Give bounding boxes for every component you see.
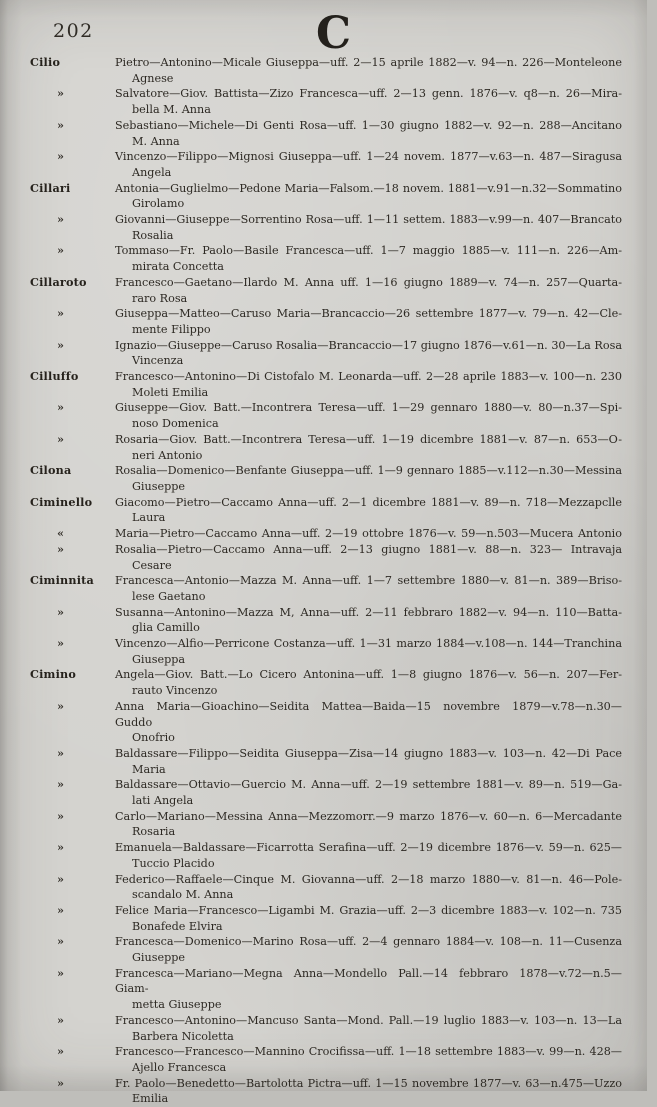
entry-line-2: Agnese [132,71,174,85]
entry-line-1: Sebastiano—Michele—Di Genti Rosa—uff. 1—30 giugno 1882—v. 92—n. 288—Ancitano [115,118,622,132]
entry-line-2: Tuccio Placido [132,856,215,870]
entry-row [0,495,647,526]
entry-line-1: Francesca—Domenico—Marino Rosa—uff. 2—4 gennaro 1884—v. 108—n. 11—Cusenza [115,935,622,949]
entry-text [115,746,622,777]
entry-text [115,636,622,667]
ditto-mark: » [57,1012,64,1027]
entry-row [0,636,647,667]
ditto-mark: » [57,604,64,619]
entry-line-1: Francesco—Antonino—Di Cistofalo M. Leonarda—uff. 2—28 aprile 1883—v. 100—n. 230 [115,370,622,384]
entry-line-2: M. Anna [132,134,180,148]
entry-text [115,699,622,746]
entry-text [115,243,622,274]
entry-row [0,605,647,636]
entry-line-2: rauto Vincenzo [132,684,218,698]
entry-line-2: mirata Concetta [132,260,224,274]
entry-row [0,966,647,1013]
entry-line-1: Francesco—Antonino—Mancuso Santa—Mond. Pall.—19 luglio 1883—v. 103—n. 13—La [115,1013,622,1027]
entry-line-1: Salvatore—Giov. Battista—Zizo Francesca—uff. 2—13 genn. 1876—v. q8—n. 26—Mira- [115,87,622,101]
entry-row [0,1013,647,1044]
entry-row [0,746,647,777]
ditto-mark: » [57,636,64,651]
ditto-mark: » [57,808,64,823]
entry-line-1: Giuseppa—Matteo—Caruso Maria—Brancaccio—26 settembre 1877—v. 79—n. 42—Cle- [115,307,622,321]
entry-line-1: Giacomo—Pietro—Caccamo Anna—uff. 2—1 dicembre 1881—v. 89—n. 718—Mezzapclle [115,495,622,509]
entry-row [0,118,647,149]
entry-row [0,573,647,604]
entry-line-2: scandalo M. Anna [132,888,234,902]
entry-text [115,1044,622,1075]
ditto-mark: » [57,965,64,980]
entry-line-1: Francesca—Antonio—Mazza M. Anna—uff. 1—7 settembre 1880—v. 81—n. 389—Briso- [115,574,622,588]
surname-label: Cilio [30,55,61,69]
entry-line-1: Francesco—Francesco—Mannino Crocifissa—uff. 1—18 settembre 1883—v. 99—n. 428— [115,1045,622,1059]
entry-text [115,181,622,212]
ditto-mark: » [57,1044,64,1059]
entry-line-1: Angela—Giov. Batt.—Lo Cicero Antonina—uff. 1—8 giugno 1876—v. 56—n. 207—Fer- [115,668,622,682]
entry-text [115,118,622,149]
entry-line-2: Maria [132,762,166,776]
entry-line-1: Fr. Paolo—Benedetto—Bartolotta Pictra—uff. 1—15 novembre 1877—v. 63—n.475—Uzzo [115,1076,622,1090]
entry-text [115,149,622,180]
entry-line-1: Carlo—Mariano—Messina Anna—Mezzomorr.—9 marzo 1876—v. 60—n. 6—Mercadante [115,809,622,823]
entry-row [0,400,647,431]
entry-text [115,55,622,86]
entry-text [115,934,622,965]
entry-row [0,212,647,243]
entry-line-1: Francesco—Gaetano—Ilardo M. Anna uff. 1—16 giugno 1889—v. 74—n. 257—Quarta- [115,275,622,289]
entry-line-1: Anna Maria—Gioachino—Seidita Mattea—Baida—15 novembre 1879—v.78—n.30—Guddo [115,699,622,729]
ditto-mark: » [57,86,64,101]
entry-line-2: Giuseppa [132,652,186,666]
ditto-mark: « [57,526,64,541]
ditto-mark: » [57,337,64,352]
ditto-mark: » [57,400,64,415]
ditto-mark: » [57,117,64,132]
entry-text [115,840,622,871]
entry-row [0,526,647,542]
entry-row [0,840,647,871]
entry-row [0,275,647,306]
ditto-mark: » [57,243,64,258]
entry-line-2: glia Camillo [132,621,200,635]
entry-row [0,369,647,400]
entry-row [0,872,647,903]
entry-text [115,1076,622,1107]
entry-row [0,243,647,274]
entry-text [115,432,622,463]
entry-row [0,1044,647,1075]
entry-row [0,777,647,808]
entry-line-1: Maria—Pietro—Caccamo Anna—uff. 2—19 ottobre 1876—v. 59—n.503—Mucera Antonio [115,527,622,541]
entry-line-2: Emilia [132,1092,169,1106]
entry-list [0,55,647,1107]
entry-line-1: Rosalia—Pietro—Caccamo Anna—uff. 2—13 giugno 1881—v. 88—n. 323— Intravaja [115,542,622,556]
entry-line-1: Rosalia—Domenico—Benfante Giuseppa—uff. 1—9 gennaro 1885—v.112—n.30—Messina [115,464,622,478]
entry-row [0,809,647,840]
entry-row [0,55,647,86]
entry-text [115,369,622,400]
entry-text [115,400,622,431]
entry-line-1: Antonia—Guglielmo—Pedone Maria—Falsom.—18 novem. 1881—v.91—n.32—Sommatino [115,181,622,195]
entry-line-1: Pietro—Antonino—Micale Giuseppa—uff. 2—15 aprile 1882—v. 94—n. 226—Monteleone [115,56,622,69]
entry-text [115,212,622,243]
entry-line-2: Ajello Francesca [132,1061,227,1074]
entry-line-1: Baldassare—Filippo—Seidita Giuseppa—Zisa—14 giugno 1883—v. 103—n. 42—Di Pace [115,746,622,760]
entry-line-1: Felice Maria—Francesco—Ligambi M. Grazia—uff. 2—3 dicembre 1883—v. 102—n. 735 [115,903,622,917]
entry-line-2: noso Domenica [132,417,219,431]
entry-line-2: lese Gaetano [132,589,206,603]
ditto-mark: » [57,698,64,713]
surname-label: Cillari [30,180,71,195]
entry-row [0,306,647,337]
entry-text [115,306,622,337]
entry-text [115,463,622,494]
page-number: 202 [53,20,94,42]
ditto-mark: » [57,541,64,556]
entry-row [0,181,647,212]
entry-row [0,903,647,934]
entry-line-2: Moleti Emilia [132,385,209,399]
entry-line-2: neri Antonio [132,448,203,462]
entry-text [115,86,622,117]
entry-row [0,432,647,463]
entry-line-2: mente Filippo [132,322,211,336]
ditto-mark: » [57,306,64,321]
ditto-mark: » [57,902,64,917]
entry-row [0,934,647,965]
entry-line-1: Susanna—Antonino—Mazza M, Anna—uff. 2—11 febbraro 1882—v. 94—n. 110—Batta- [115,605,622,619]
ditto-mark: » [57,934,64,949]
entry-text [115,667,622,698]
entry-text [115,872,622,903]
ditto-mark: » [57,212,64,227]
entry-text [115,526,622,542]
ditto-mark: » [57,777,64,792]
entry-text [115,275,622,306]
entry-line-2: Bonafede Elvira [132,919,223,933]
ditto-mark: » [57,745,64,760]
entry-line-2: Vincenza [132,354,184,368]
surname-label: Cilluffo [30,369,79,384]
entry-line-2: Rosaria [132,825,176,839]
surname-label: Cilona [30,463,72,478]
entry-line-2: Laura [132,511,166,525]
entry-line-2: Girolamo [132,197,185,211]
entry-row [0,542,647,573]
entry-row [0,86,647,117]
entry-line-2: Giuseppe [132,479,186,493]
entry-line-2: Rosalia [132,228,174,242]
entry-line-2: Angela [132,165,172,179]
surname-label: Cillaroto [30,274,87,289]
entry-line-1: Vincenzo—Alfio—Perricone Costanza—uff. 1—31 marzo 1884—v.108—n. 144—Tranchina [115,637,622,651]
entry-line-1: Emanuela—Baldassare—Ficarrotta Serafina—uff. 2—19 dicembre 1876—v. 59—n. 625— [115,841,622,855]
entry-text [115,966,622,1013]
entry-row [0,1076,647,1107]
surname-label: Cimino [30,667,77,682]
entry-text [115,495,622,526]
entry-row [0,699,647,746]
surname-label: Ciminello [30,494,93,509]
entry-text [115,777,622,808]
ditto-mark: » [57,840,64,855]
entry-line-2: raro Rosa [132,291,188,305]
entry-line-1: Baldassare—Ottavio—Guercio M. Anna—uff. 2—19 settembre 1881—v. 89—n. 519—Ga- [115,778,622,792]
section-letter: C [315,8,352,59]
entry-line-2: bella M. Anna [132,103,211,117]
entry-line-2: metta Giuseppe [132,998,222,1012]
entry-text [115,542,622,573]
ditto-mark: » [57,871,64,886]
entry-row [0,667,647,698]
ditto-mark: » [57,1075,64,1090]
entry-line-2: Barbera Nicoletta [132,1029,234,1043]
entry-text [115,1013,622,1044]
entry-line-2: Onofrio [132,731,175,745]
entry-text [115,903,622,934]
entry-line-1: Ignazio—Giuseppe—Caruso Rosalia—Brancaccio—17 giugno 1876—v.61—n. 30—La Rosa [115,338,622,352]
ditto-mark: » [57,431,64,446]
entry-text [115,605,622,636]
entry-line-1: Francesca—Mariano—Megna Anna—Mondello Pall.—14 febbraro 1878—v.72—n.5—Giam- [115,966,622,996]
surname-label: Ciminnita [30,573,94,588]
entry-text [115,573,622,604]
entry-line-2: lati Angela [132,794,194,808]
entry-line-2: Cesare [132,558,172,572]
entry-line-2: Giuseppe [132,951,186,965]
entry-row [0,338,647,369]
entry-line-1: Tommaso—Fr. Paolo—Basile Francesca—uff. 1—7 maggio 1885—v. 111—n. 226—Am- [115,244,622,258]
ditto-mark: » [57,149,64,164]
entry-line-1: Rosaria—Giov. Batt.—Incontrera Teresa—uff. 1—19 dicembre 1881—v. 87—n. 653—O- [115,432,622,446]
entry-row [0,463,647,494]
entry-line-1: Giovanni—Giuseppe—Sorrentino Rosa—uff. 1—11 settem. 1883—v.99—n. 407—Brancato [115,213,622,227]
entry-row [0,149,647,180]
entry-text [115,809,622,840]
entry-line-1: Federico—Raffaele—Cinque M. Giovanna—uff. 2—18 marzo 1880—v. 81—n. 46—Pole- [115,872,622,886]
entry-text [115,338,622,369]
entry-line-1: Giuseppe—Giov. Batt.—Incontrera Teresa—uff. 1—29 gennaro 1880—v. 80—n.37—Spi- [115,401,622,415]
entry-line-1: Vincenzo—Filippo—Mignosi Giuseppa—uff. 1—24 novem. 1877—v.63—n. 487—Siragusa [115,150,622,164]
